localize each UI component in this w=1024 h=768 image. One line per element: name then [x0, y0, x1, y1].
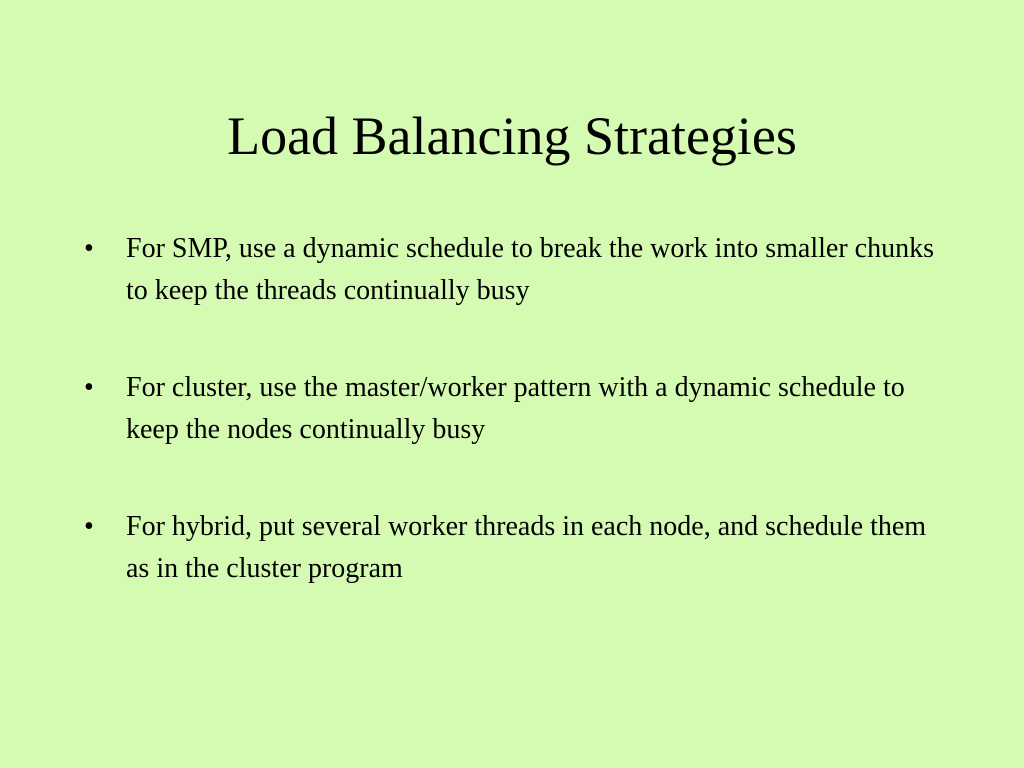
bullet-item	[84, 367, 954, 451]
bullet-text: For SMP, use a dynamic schedule to break the work into smaller chunks to keep the threads continually busy	[126, 233, 934, 306]
slide-title: Load Balancing Strategies	[227, 106, 797, 166]
bullet-text: For cluster, use the master/worker pattern with a dynamic schedule to keep the nodes continually busy	[126, 372, 905, 445]
bullet-marker: •	[84, 511, 94, 542]
bullet-item	[84, 228, 954, 312]
bullet-list	[84, 228, 954, 645]
bullet-marker: •	[84, 233, 94, 264]
bullet-marker: •	[84, 372, 94, 403]
bullet-text: For hybrid, put several worker threads in each node, and schedule them as in the cluster program	[126, 511, 927, 584]
bullet-item	[84, 506, 954, 590]
